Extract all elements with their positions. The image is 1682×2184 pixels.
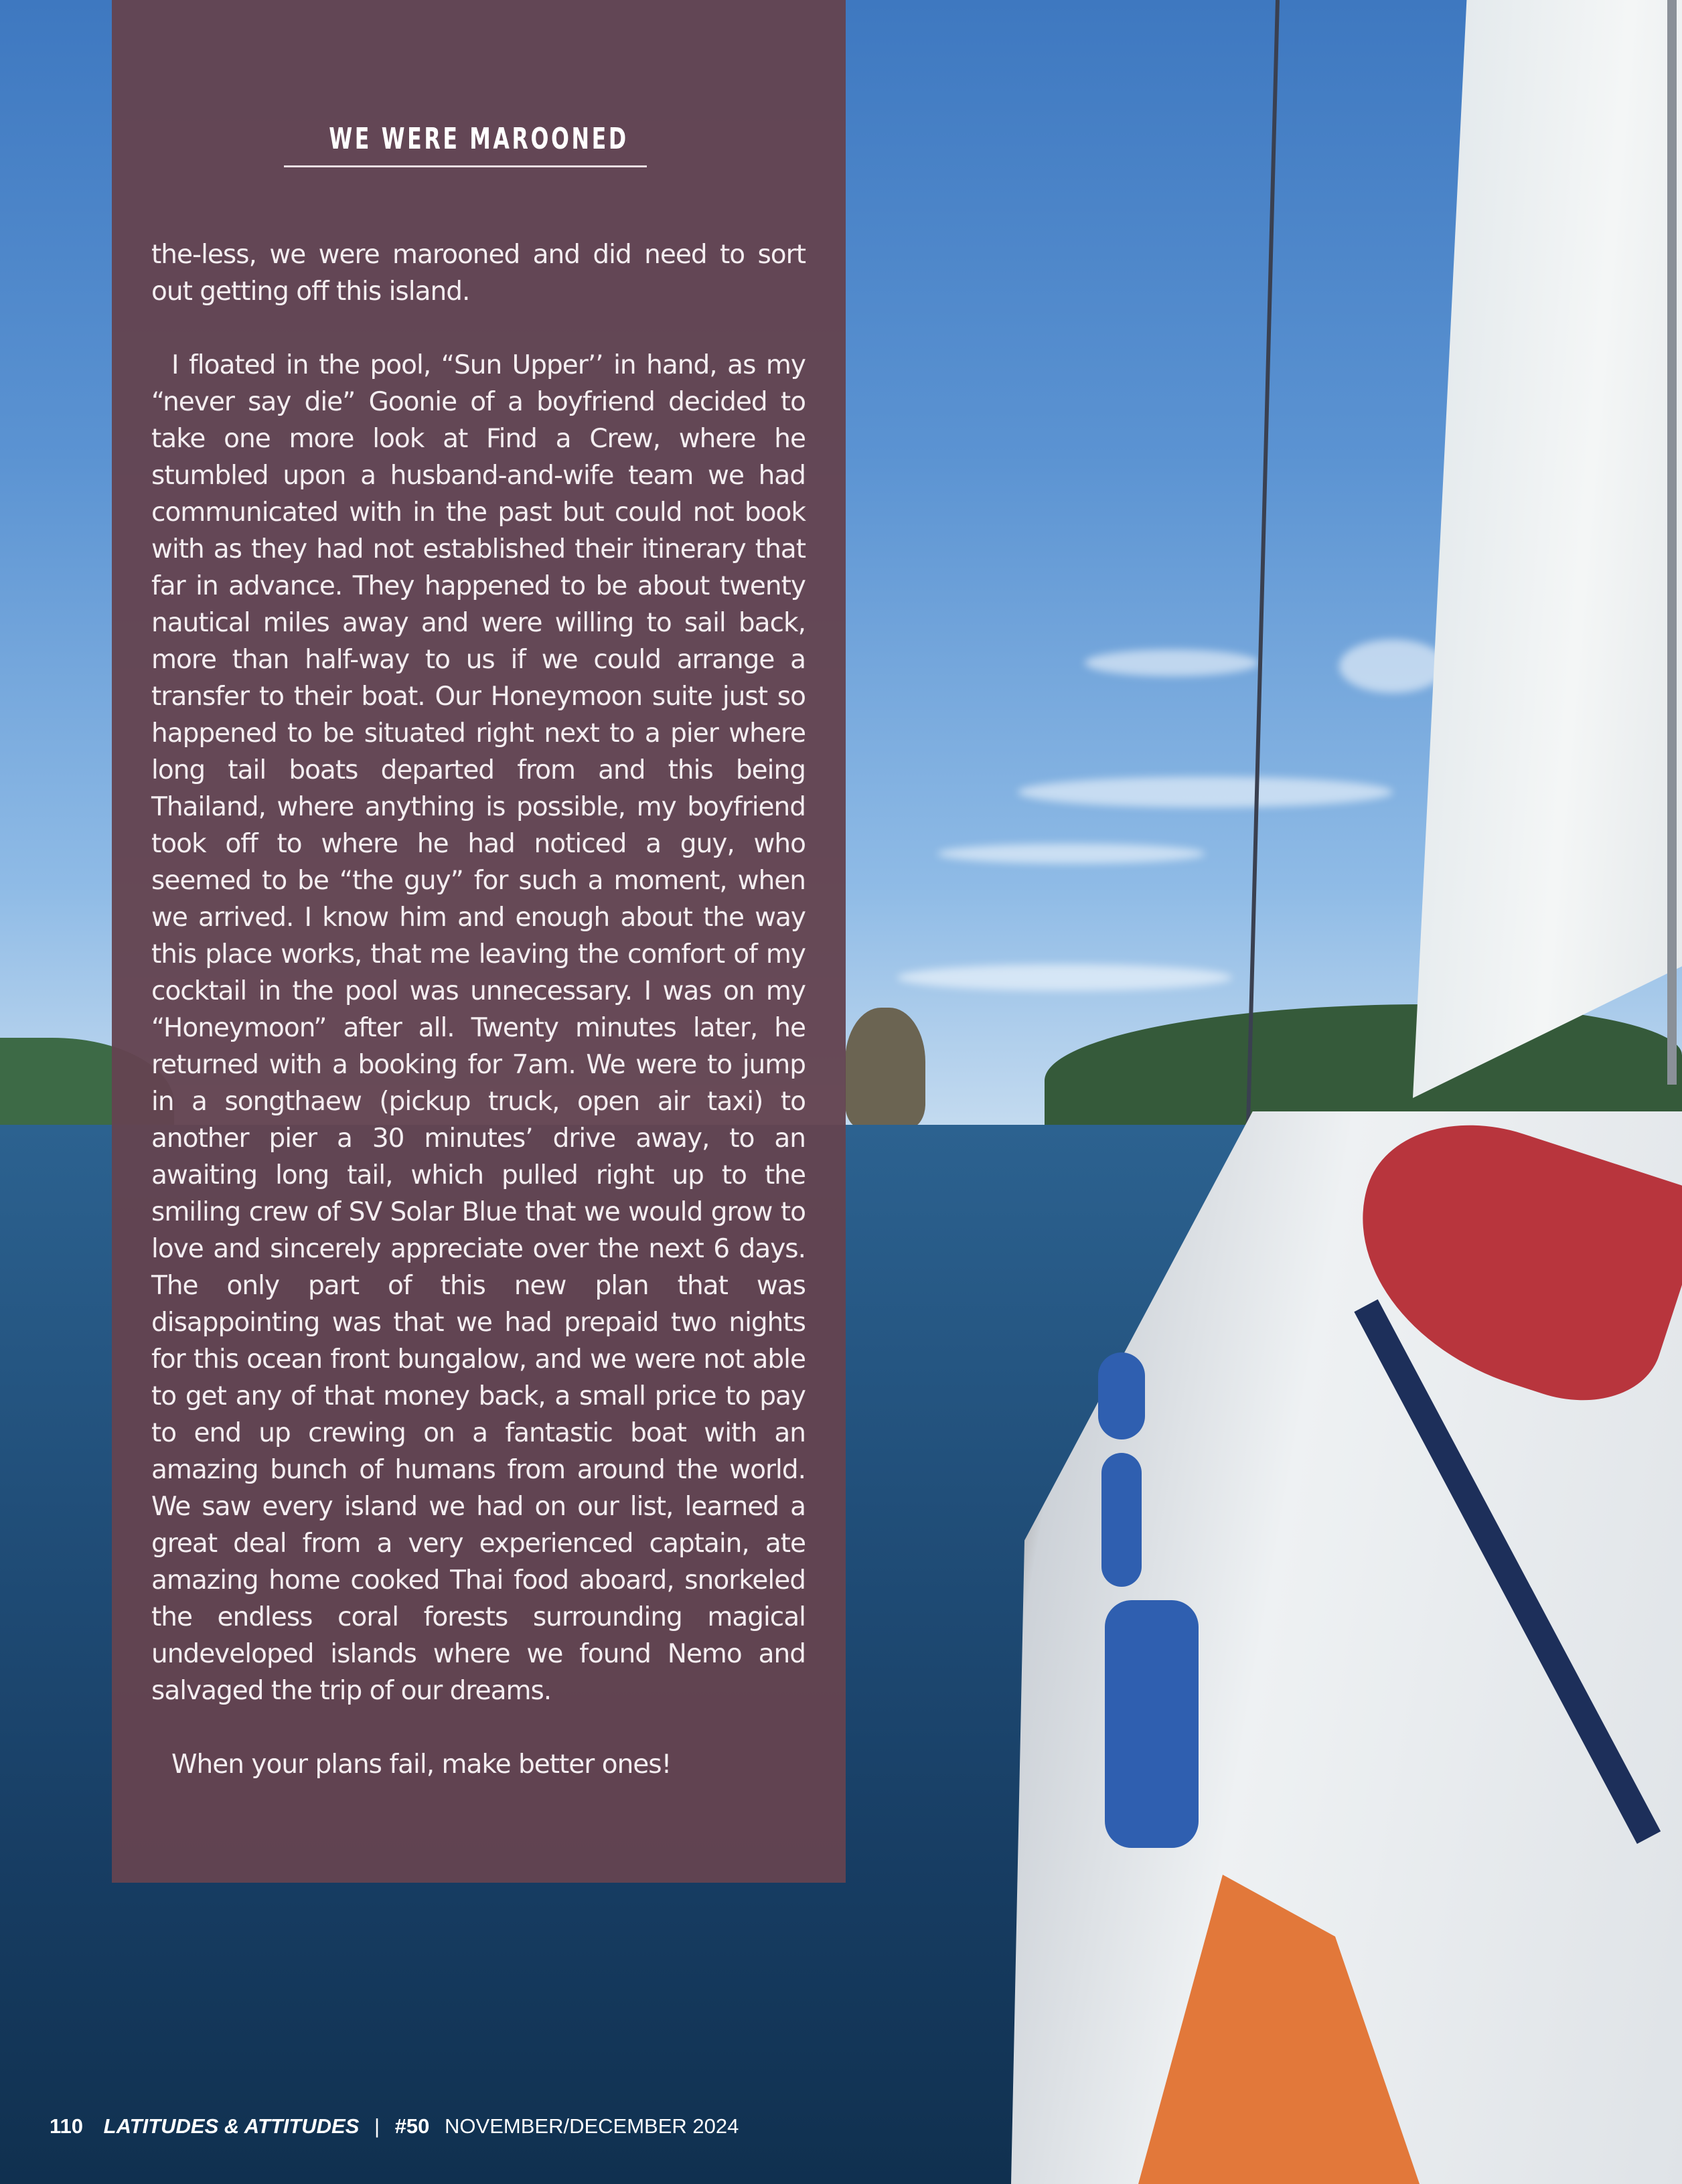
article-panel bbox=[112, 0, 846, 1883]
article-title: WE WERE MAROONED bbox=[329, 122, 629, 156]
page-footer bbox=[50, 2113, 739, 2140]
paragraph-2: I floated in the pool, “Sun Upper’’ in hand, as my “never say die” Goonie of a boyfriend decided to take one more look at Find a Crew, where he stumbled upon a husband-and-wife team we had communicated with in the past but could not book with as they had not established their itinerary that far in advance. They happened to be about twenty nautical miles away and were willing to sail back, more than half-way to us if we could arrange a transfer to their boat. Our Honeymoon suite just so happened to be situated right next to a pier where long tail boats departed from and this being Thailand, where anything is possible, my boyfriend took off to where he had noticed a guy, who seemed to be “the guy” for such a moment, when we arrived. I know him and enough about the way this place works, that me leaving the comfort of my cocktail in the pool was unnecessary. I was on my “Honeymoon” after all. Twenty minutes later, he returned with a booking for 7am. We were to jump in a songthaew (pickup truck, open air taxi) to another pier a 30 minutes’ drive away, to an awaiting long tail, which pulled right up to the smiling crew of SV Solar Blue that we would grow to love and sincerely appreciate over the next 6 days. The only part of this new plan that was disappointing was that we had prepaid two nights for this ocean front bungalow, and we were not able to get any of that money back, a small price to pay to end up crewing on a fantastic boat with an amazing bunch of humans from around the world. We saw every island we had on our list, learned a great deal from a very experienced captain, ate amazing home cooked Thai food aboard, snorkeled the endless coral forests surrounding magical undeveloped islands where we found Nemo and salvaged the trip of our dreams. bbox=[151, 350, 806, 1706]
magazine-name: LATITUDES & ATTITUDES bbox=[103, 2114, 360, 2138]
cloud bbox=[897, 964, 1232, 991]
paragraph-1: the-less, we were marooned and did need to sort out getting off this island. bbox=[151, 240, 806, 307]
cloud bbox=[1018, 777, 1393, 807]
footer-separator: | bbox=[374, 2114, 380, 2138]
cloud bbox=[937, 844, 1205, 864]
cloud bbox=[1339, 639, 1446, 693]
page-number: 110 bbox=[50, 2114, 84, 2138]
mast bbox=[1667, 0, 1677, 1085]
fender bbox=[1105, 1600, 1199, 1848]
cloud bbox=[1085, 649, 1259, 676]
issue-date: NOVEMBER/DECEMBER 2024 bbox=[445, 2114, 739, 2138]
fender bbox=[1101, 1453, 1142, 1587]
issue-number: #50 bbox=[394, 2114, 430, 2138]
paragraph-3: When your plans fail, make better ones! bbox=[171, 1749, 672, 1780]
fender bbox=[1098, 1352, 1145, 1439]
article-body bbox=[151, 236, 806, 1783]
limestone-rock bbox=[845, 1008, 925, 1128]
title-divider bbox=[284, 165, 647, 167]
